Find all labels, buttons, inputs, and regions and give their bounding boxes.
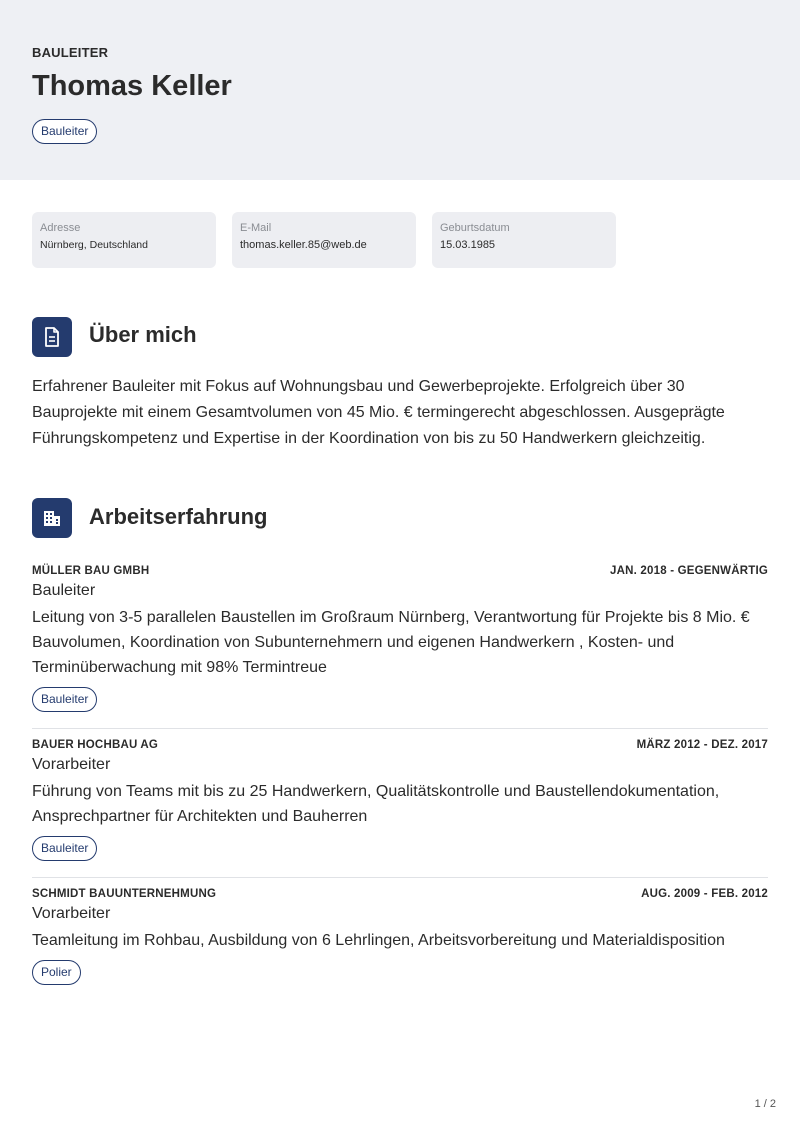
header-tag: Bauleiter <box>32 119 97 144</box>
address-box <box>32 212 216 268</box>
email-label: E-Mail <box>240 222 272 234</box>
divider <box>32 728 768 729</box>
job-dates: MÄRZ 2012 - DEZ. 2017 <box>636 739 768 751</box>
job-company: MÜLLER BAU GMBH <box>32 565 150 577</box>
job-label: BAULEITER <box>32 45 109 60</box>
job-entry <box>32 739 768 864</box>
divider <box>32 877 768 878</box>
job-tag: Polier <box>32 960 81 985</box>
page-number: 1 / 2 <box>754 1098 776 1110</box>
job-description: Führung von Teams mit bis zu 25 Handwerkern, Qualitätskontrolle und Baustellendokumentation, Ansprechpartner für Architekten und Bauherren <box>32 783 720 825</box>
job-dates: AUG. 2009 - FEB. 2012 <box>641 888 768 900</box>
document-icon <box>32 317 72 357</box>
job-dates: JAN. 2018 - GEGENWÄRTIG <box>610 565 768 577</box>
job-tag: Bauleiter <box>32 687 97 712</box>
experience-title: Arbeitserfahrung <box>89 504 268 529</box>
email-value: thomas.keller.85@web.de <box>240 239 367 251</box>
header <box>0 0 800 180</box>
birthdate-value: 15.03.1985 <box>440 239 496 251</box>
birthdate-label: Geburtsdatum <box>440 222 510 234</box>
about-text: Erfahrener Bauleiter mit Fokus auf Wohnungsbau und Gewerbeprojekte. Erfolgreich über 30 Bauprojekte mit einem Gesamtvolumen von 45 Mio. € termingerecht abgeschlossen. Ausgeprägte Führungskompetenz und Expertise in der Koordination von bis zu 50 Handwerkern gleichzeitig. <box>32 378 725 447</box>
candidate-name: Thomas Keller <box>32 70 232 102</box>
address-value: Nürnberg, Deutschland <box>40 239 148 251</box>
job-role: Vorarbeiter <box>32 905 111 922</box>
building-icon <box>32 498 72 538</box>
job-description: Leitung von 3-5 parallelen Baustellen im Großraum Nürnberg, Verantwortung für Projekte bis 8 Mio. € Bauvolumen, Koordination von Subunternehmern und eigenen Handwerkern , Kosten- und Terminüberwachung mit 98% Termintreue <box>32 609 750 676</box>
job-role: Bauleiter <box>32 582 96 599</box>
birthdate-box <box>432 212 616 268</box>
job-entry <box>32 888 768 988</box>
about-title: Über mich <box>89 322 197 347</box>
job-entry <box>32 565 768 715</box>
job-description: Teamleitung im Rohbau, Ausbildung von 6 Lehrlingen, Arbeitsvorbereitung und Materialdisposition <box>32 932 725 949</box>
email-box <box>232 212 416 268</box>
job-role: Vorarbeiter <box>32 756 111 773</box>
job-company: BAUER HOCHBAU AG <box>32 739 159 751</box>
job-company: SCHMIDT BAUUNTERNEHMUNG <box>32 888 217 900</box>
address-label: Adresse <box>40 222 81 234</box>
job-tag: Bauleiter <box>32 836 97 861</box>
